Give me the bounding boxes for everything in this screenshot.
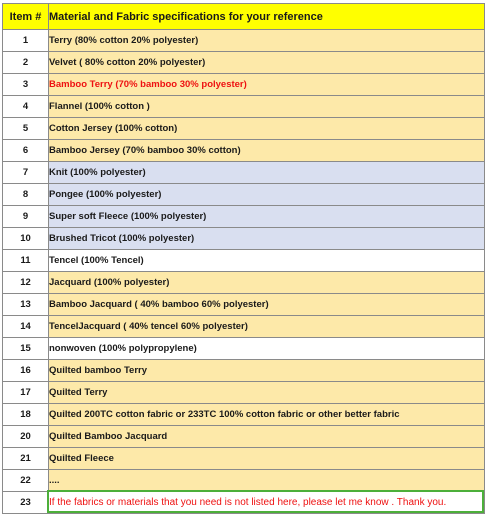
item-number: 5 (3, 118, 49, 140)
table-row (3, 140, 485, 162)
header-row (3, 4, 485, 30)
table-row (3, 74, 485, 96)
table-row (3, 118, 485, 140)
table-row (3, 52, 485, 74)
material-description: Bamboo Jersey (70% bamboo 30% cotton) (49, 140, 485, 162)
item-number: 6 (3, 140, 49, 162)
material-description: Tencel (100% Tencel) (49, 250, 485, 272)
material-description: Quilted bamboo Terry (49, 360, 485, 382)
table-row (3, 492, 485, 514)
item-number: 16 (3, 360, 49, 382)
material-description: TencelJacquard ( 40% tencel 60% polyester) (49, 316, 485, 338)
item-number: 10 (3, 228, 49, 250)
item-number: 2 (3, 52, 49, 74)
material-description: Brushed Tricot (100% polyester) (49, 228, 485, 250)
table-row (3, 404, 485, 426)
material-description: Velvet ( 80% cotton 20% polyester) (49, 52, 485, 74)
item-number: 15 (3, 338, 49, 360)
item-number: 8 (3, 184, 49, 206)
material-description: Bamboo Jacquard ( 40% bamboo 60% polyester) (49, 294, 485, 316)
material-description: Quilted 200TC cotton fabric or 233TC 100% cotton fabric or other better fabric (49, 404, 485, 426)
material-description: Terry (80% cotton 20% polyester) (49, 30, 485, 52)
table-row (3, 162, 485, 184)
item-number: 13 (3, 294, 49, 316)
table-row (3, 206, 485, 228)
material-description: .... (49, 470, 485, 492)
table-row (3, 228, 485, 250)
item-number: 7 (3, 162, 49, 184)
item-number: 9 (3, 206, 49, 228)
item-number: 18 (3, 404, 49, 426)
material-description: Knit (100% polyester) (49, 162, 485, 184)
item-number: 1 (3, 30, 49, 52)
item-number: 20 (3, 426, 49, 448)
material-description: Cotton Jersey (100% cotton) (49, 118, 485, 140)
table-row (3, 382, 485, 404)
item-number: 14 (3, 316, 49, 338)
item-number: 17 (3, 382, 49, 404)
table-row (3, 448, 485, 470)
item-number: 21 (3, 448, 49, 470)
material-description: Quilted Fleece (49, 448, 485, 470)
table-row (3, 338, 485, 360)
table-row (3, 470, 485, 492)
table-row (3, 250, 485, 272)
table-row (3, 272, 485, 294)
table-row (3, 96, 485, 118)
material-description: If the fabrics or materials that you need is not listed here, please let me know . Thank you. (49, 492, 485, 514)
material-description: Flannel (100% cotton ) (49, 96, 485, 118)
table-row (3, 30, 485, 52)
material-description: Super soft Fleece (100% polyester) (49, 206, 485, 228)
table-row (3, 184, 485, 206)
item-number: 23 (3, 492, 49, 514)
item-number-header: Item # (3, 4, 49, 30)
item-number: 12 (3, 272, 49, 294)
table-row (3, 294, 485, 316)
item-number: 4 (3, 96, 49, 118)
table-row (3, 426, 485, 448)
table-row (3, 360, 485, 382)
material-description: Jacquard (100% polyester) (49, 272, 485, 294)
material-description: Quilted Terry (49, 382, 485, 404)
material-description: Quilted Bamboo Jacquard (49, 426, 485, 448)
material-description: Pongee (100% polyester) (49, 184, 485, 206)
material-description: Bamboo Terry (70% bamboo 30% polyester) (49, 74, 485, 96)
description-header: Material and Fabric specifications for your reference (49, 4, 485, 30)
item-number: 22 (3, 470, 49, 492)
table-row (3, 316, 485, 338)
item-number: 11 (3, 250, 49, 272)
material-description: nonwoven (100% polypropylene) (49, 338, 485, 360)
item-number: 3 (3, 74, 49, 96)
fabric-spec-table (2, 3, 485, 514)
